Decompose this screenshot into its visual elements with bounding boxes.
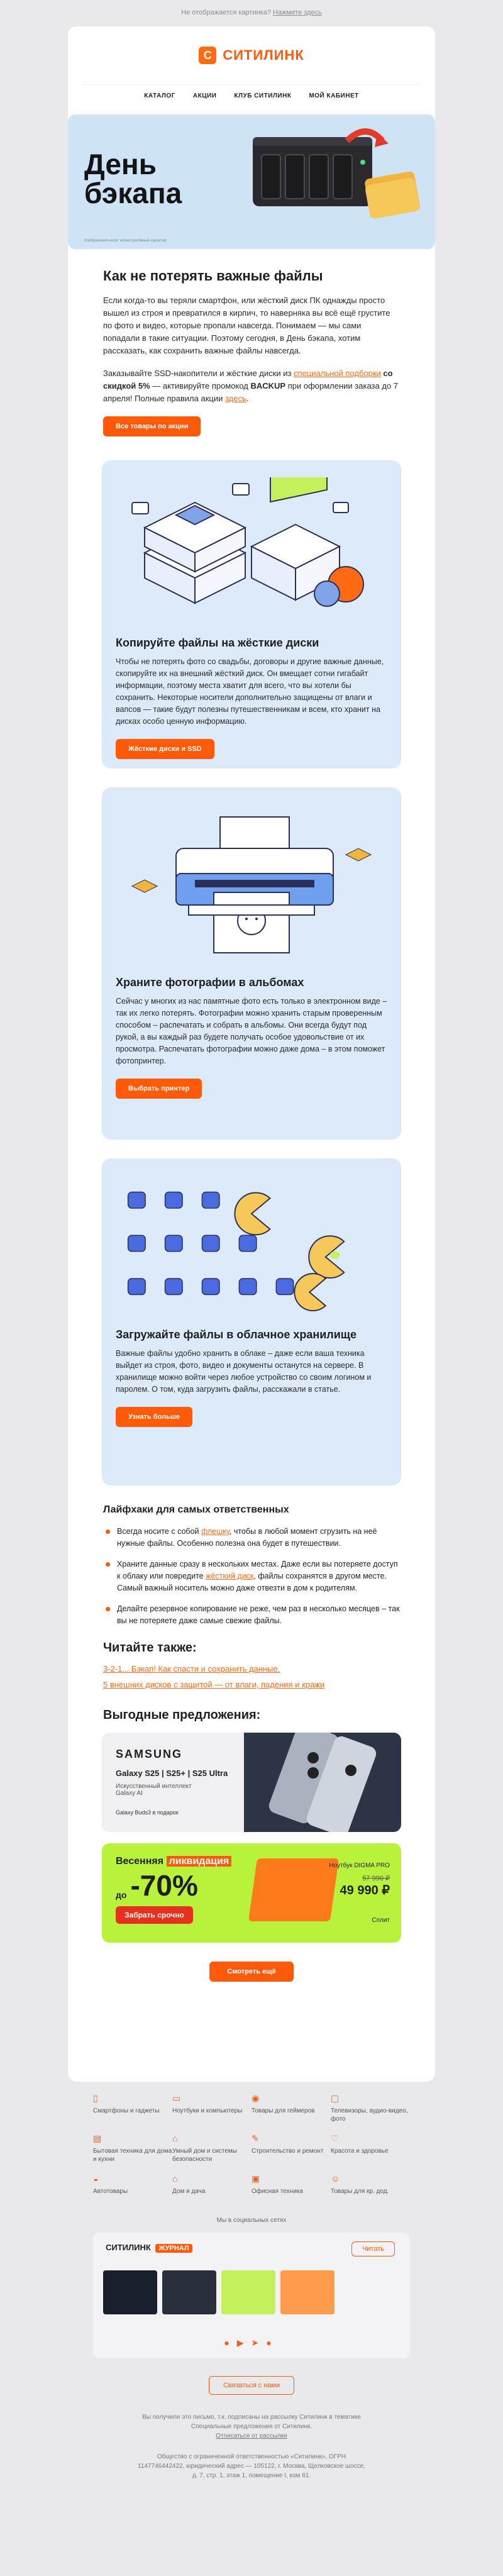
category-office[interactable] — [252, 2175, 331, 2196]
category-label: Офисная техника — [252, 2188, 303, 2195]
choose-printer-button[interactable]: Выбрать принтер — [116, 1079, 202, 1099]
category-label: Строительство и ремонт — [252, 2148, 324, 2155]
spring-title-1: Весенняя — [116, 1856, 164, 1867]
legal-line-2: Специальные предложения от Ситилинк. — [191, 2423, 312, 2430]
social-icons — [93, 2338, 410, 2348]
category-label: Умный дом и системы безопасности — [172, 2148, 237, 2163]
intro-heading: Как не потерять важные файлы — [103, 268, 323, 284]
phones-image — [244, 1733, 401, 1832]
category-grid — [68, 2087, 435, 2196]
smartphone-icon: ▯ — [93, 2093, 98, 2103]
category-tv[interactable] — [331, 2094, 410, 2123]
category-smart-home[interactable] — [172, 2135, 252, 2163]
cloud-files-icon — [116, 1172, 387, 1317]
category-appliances[interactable] — [93, 2135, 172, 2163]
category-label: Телевизоры, аудио-видео, фото — [331, 2107, 408, 2123]
spring-product — [329, 1862, 390, 1924]
category-label: Красота и здоровье — [331, 2148, 389, 2155]
printer-icon: ▣ — [252, 2174, 260, 2184]
article-thumb[interactable] — [162, 2270, 216, 2314]
lifehack-1-text-a: Всегда носите с собой — [117, 1527, 201, 1536]
printer-illustration — [116, 801, 387, 965]
special-selection-link[interactable]: специальной подборки — [294, 369, 381, 378]
servers-icon — [119, 477, 384, 622]
deals-section — [68, 1708, 435, 1982]
top-nav — [83, 84, 420, 107]
feature-cloud-text: Важные файлы удобно хранить в облаке – даже если ваша техника выйдет из строя, фото, видео и документы останутся на сервере. В хранилище можно войти через любое устройство со своим логином и паролем. О том, куда загрузить файлы, расскажали в статье. — [116, 1349, 372, 1394]
old-price: 57 990 ₽ — [362, 1875, 390, 1882]
hero-title-line1: День — [84, 148, 157, 180]
read-button[interactable]: Читать — [351, 2241, 395, 2257]
journal-articles — [103, 2270, 334, 2314]
preheader-link[interactable]: Нажмите здесь — [273, 9, 322, 16]
legal-company-1: Общество с ограниченной ответственностью «Ситилинк», ОГРН — [157, 2453, 346, 2460]
hero-note: Изображения носят иллюстративный характер — [84, 239, 167, 243]
category-smartphones[interactable] — [93, 2094, 172, 2123]
all-promo-products-button[interactable]: Все товары по акции — [103, 416, 201, 436]
logo[interactable] — [68, 26, 435, 75]
preheader-text: Не отображается картинка? — [181, 9, 271, 16]
feature-hdd-title: Копируйте файлы на жёсткие диски — [116, 636, 319, 649]
tv-icon: ▢ — [331, 2093, 340, 2103]
feature-photo-text: Сейчас у многих из нас памятные фото есть только в электронном виде – так их легко потерять. Фотографии можно хранить старым проверенным способом – распечатать и собрать в альбомы. Они всегда будут под рукой, а вы каждый раз будете получать особое удовольствие от их просмотра. Распечатать фотографии можно даже дома – в этом поможет фотопринтер. — [116, 997, 387, 1065]
article-link-1[interactable]: 3-2-1... Бэкап! Как спасти и сохранить данные. — [103, 1664, 280, 1674]
nav-account[interactable]: МОЙ КАБИНЕТ — [309, 92, 359, 99]
legal-company-2: 1147746442422, юридический адрес — 105122, г. Москва, Щелковское шоссе, — [138, 2463, 365, 2470]
kids-icon: ☺ — [331, 2174, 340, 2184]
category-laptops[interactable] — [172, 2094, 252, 2123]
hdd-illustration — [116, 474, 387, 625]
logo-text: СИТИЛИНК — [223, 47, 304, 63]
social-label: Мы в социальных сетях — [216, 2217, 287, 2224]
house-icon: ⌂ — [172, 2174, 178, 2184]
lifehack-1-text-b: , чтобы в любой момент сгрузить на неё нужные файлы. Особенно полезна она будет в путешествии. — [117, 1527, 377, 1548]
gamepad-icon: ◉ — [252, 2093, 260, 2103]
journal-logo — [106, 2243, 192, 2252]
grab-now-button[interactable]: Забрать срочно — [116, 1906, 193, 1924]
feature-photo — [102, 787, 401, 1140]
feature-hdd — [102, 460, 401, 769]
learn-more-button[interactable]: Узнать больше — [116, 1407, 192, 1427]
samsung-sub1: Искусственный интеллект — [116, 1783, 192, 1790]
email-card — [68, 26, 435, 2082]
ok-icon[interactable]: ● — [266, 2338, 279, 2348]
appliance-icon: ▤ — [93, 2133, 102, 2143]
youtube-icon[interactable]: ▶ — [236, 2338, 252, 2348]
category-label: Товары для кр. дод. — [331, 2188, 389, 2195]
category-label: Бытовая техника для дома и кухни — [93, 2148, 172, 2163]
hdd-ssd-button[interactable]: Жёсткие диски и SSD — [116, 739, 214, 759]
lifehack-2-text-a: Храните данные сразу в нескольких местах. Даже если вы потеряете доступ к облаку или повредите — [117, 1560, 398, 1580]
intro-text-2d: при оформлении заказа до 7 апреля! Полные правила акции — [103, 381, 399, 403]
printer-icon — [119, 804, 384, 962]
lifehacks-heading: Лайфхаки для самых ответственных — [103, 1504, 289, 1515]
spring-title — [116, 1856, 231, 1867]
samsung-sub2: Galaxy AI — [116, 1790, 143, 1797]
promo-code: BACKUP — [250, 381, 286, 391]
split-badge: Сплит — [372, 1917, 390, 1924]
category-label: Смартфоны и гаджеты — [93, 2107, 160, 2114]
lifehacks-section — [68, 1504, 435, 1627]
category-label: Автотовары — [93, 2188, 128, 2195]
category-home-garden[interactable] — [172, 2175, 252, 2196]
lifehack-2-text-b: , файлы сохранятся в другом месте. Самый важный носитель можно даже отвезти в дом к родителям. — [117, 1572, 387, 1592]
samsung-banner-text — [116, 1748, 260, 1816]
spring-prefix: до — [116, 1890, 127, 1900]
cloud-illustration — [116, 1172, 387, 1317]
category-label: Дом и дача — [172, 2188, 206, 2195]
category-label: Ноутбуки и компьютеры — [172, 2107, 243, 2114]
nav-catalog[interactable]: КАТАЛОГ — [144, 92, 175, 99]
journal-tag: ЖУРНАЛ — [155, 2244, 192, 2253]
read-also-section — [68, 1641, 435, 1689]
discount-text: со скидкой 5% — [103, 369, 393, 391]
read-also-heading: Читайте также: — [103, 1641, 197, 1655]
list-item — [103, 1526, 400, 1550]
list-item — [103, 1603, 400, 1627]
preheader — [0, 0, 503, 26]
article-thumb[interactable] — [103, 2270, 157, 2314]
lifehacks-list — [103, 1526, 400, 1627]
telegram-icon[interactable]: ➤ — [251, 2338, 267, 2348]
rules-link[interactable]: здесь — [224, 394, 246, 403]
feature-cloud — [102, 1158, 401, 1485]
journal-block[interactable] — [93, 2233, 410, 2358]
legal-company-3: д. 7, стр. 1, этаж 1, помещение I, ком 61. — [192, 2472, 311, 2479]
see-more-button[interactable]: Смотреть ещё — [209, 1962, 293, 1982]
legal-line-1: Вы получили это письмо, т.к. подписаны на рассылку Ситилинк в тематике — [142, 2414, 361, 2421]
legal-text — [68, 2412, 435, 2480]
logo-icon: C — [199, 47, 216, 64]
hero-title-line2: бэкапа — [84, 177, 182, 209]
samsung-badge: Galaxy Buds3 в подарок — [116, 1809, 179, 1816]
category-gamers[interactable] — [252, 2094, 331, 2123]
spring-text — [116, 1856, 231, 1924]
vk-icon[interactable]: ● — [224, 2338, 237, 2348]
spring-percent: -70% — [130, 1869, 198, 1902]
intro-section — [68, 268, 435, 436]
article-thumb[interactable] — [280, 2270, 334, 2314]
flash-drive-link[interactable]: флешку — [201, 1527, 229, 1536]
list-item — [103, 1558, 400, 1594]
deals-heading: Выгодные предложения: — [103, 1708, 261, 1722]
hard-drive-link[interactable]: жёсткий диск — [206, 1572, 254, 1580]
phones-icon — [244, 1733, 401, 1832]
article-link-2[interactable]: 5 внешних дисков с защитой — от влаги, падения и кражи — [103, 1680, 325, 1689]
unsubscribe-link[interactable]: Отписаться от рассылки — [216, 2433, 287, 2440]
category-beauty[interactable] — [331, 2135, 410, 2163]
drill-icon: ✎ — [252, 2133, 259, 2143]
hero-title — [84, 150, 182, 208]
category-label: Товары для геймеров — [252, 2107, 315, 2114]
new-price: 49 990 ₽ — [340, 1884, 390, 1897]
spring-title-2: ликвидация — [167, 1856, 232, 1867]
feature-photo-title: Храните фотографии в альбомах — [116, 976, 304, 989]
lifehack-3-text: Делайте резервное копирование не реже, чем раз в несколько месяцев – так вы не потеряете даже самые свежие файлы. — [117, 1604, 400, 1625]
category-auto[interactable] — [93, 2175, 172, 2196]
contact-us-button[interactable]: Связаться с нами — [209, 2376, 294, 2395]
samsung-banner[interactable] — [102, 1733, 401, 1832]
journal-brand: СИТИЛИНК — [106, 2243, 151, 2252]
samsung-brand: SAMSUNG — [116, 1748, 183, 1760]
nav-promos[interactable]: АКЦИИ — [192, 92, 217, 99]
car-icon: ◒ — [93, 2174, 99, 2184]
smart-home-icon: ⌂ — [172, 2133, 178, 2143]
intro-text-2c: — активируйте промокод — [150, 381, 251, 391]
intro-text-2a: Заказывайте SSD-накопители и жёсткие диски из — [103, 369, 294, 378]
intro-text-2: Заказывайте SSD-накопители и жёсткие диски из специальной подборки со скидкой 5% — активируйте промокод BACKUP при оформлении заказа до 7 апреля! Полные правила акции здесь. — [103, 369, 399, 403]
beauty-icon: ♡ — [331, 2133, 339, 2143]
category-kids[interactable] — [331, 2175, 410, 2196]
product-name: Ноутбук DIGMA PRO — [329, 1862, 390, 1869]
samsung-model: Galaxy S25 | S25+ | S25 Ultra — [116, 1768, 228, 1778]
contact-block — [68, 2376, 435, 2395]
laptop-image — [248, 1858, 339, 1921]
article-thumb[interactable] — [221, 2270, 275, 2314]
hero-banner[interactable] — [68, 114, 435, 249]
nav-club[interactable]: КЛУБ СИТИЛИНК — [234, 92, 292, 99]
feature-cloud-title: Загружайте файлы в облачное хранилище — [116, 1328, 357, 1341]
footer — [68, 2087, 435, 2576]
laptop-icon: ▭ — [172, 2093, 181, 2103]
spring-sale-banner[interactable] — [102, 1843, 401, 1943]
nas-illustration — [234, 118, 423, 244]
intro-text-1: Если когда-то вы теряли смартфон, или жёсткий диск ПК однажды просто вышел из строя и превратился в кирпич, то наверняка вы всё ещё грустите по фото и видео, которые пропали навсегда. Понимаем — мы сами попадали в такие ситуации. Поэтому сегодня, в День бэкапа, хотим рассказать, как сохранить важные файлы навсегда. — [103, 296, 390, 355]
feature-hdd-text: Чтобы не потерять фото со свадьбы, договоры и другие важные данные, скопируйте их на внешний жёсткий диск. Он вмещает сотни гигабайт информации, поэтому места хватит для всего, что вы хотели бы сохранить. Некоторые носители дополнительно защищены от влаги и вапсов — такие будут полезны путешественникам и всем, кто хранит на дисках особо ценную информацию. — [116, 657, 384, 726]
category-construction[interactable] — [252, 2135, 331, 2163]
